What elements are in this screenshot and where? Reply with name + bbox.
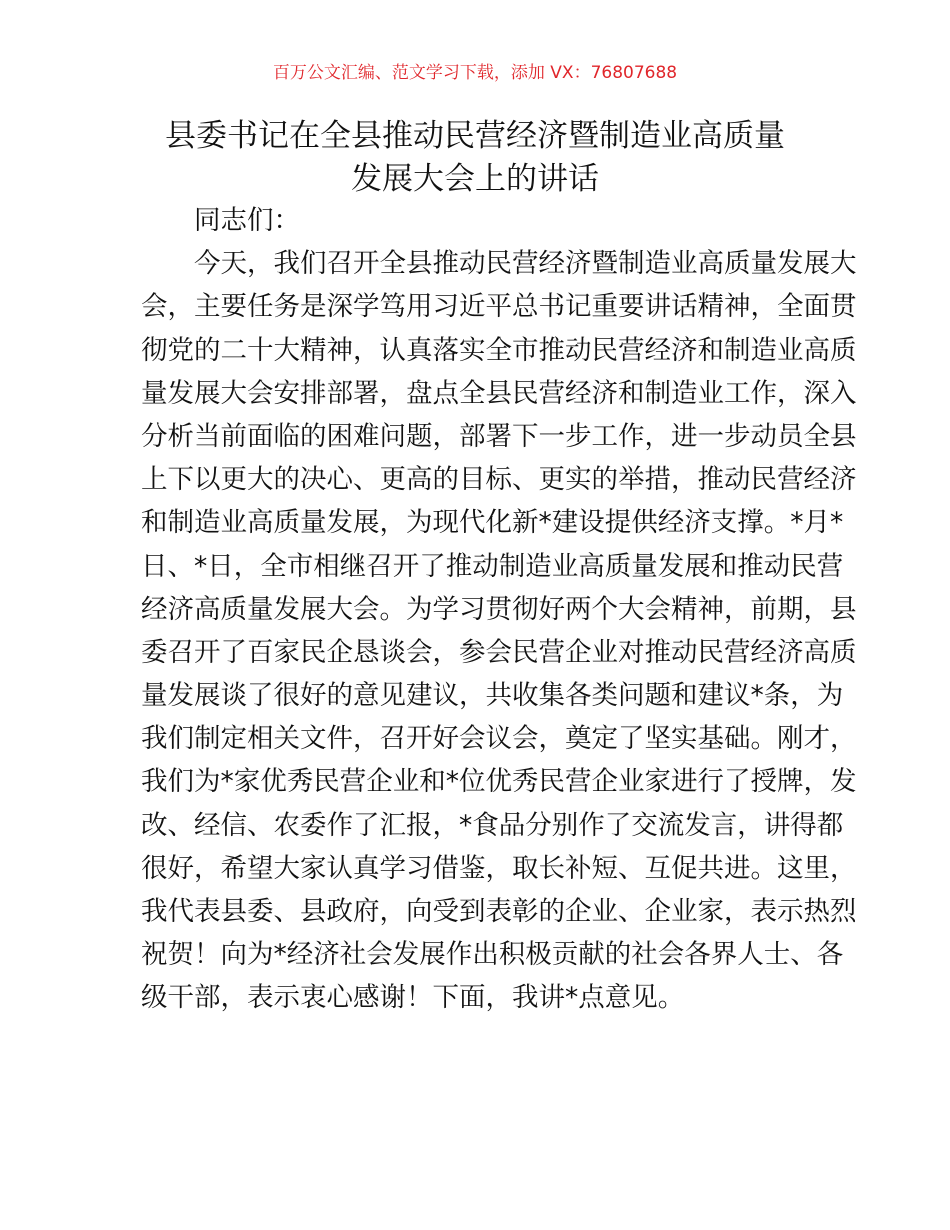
paragraph-line: 分析当前面临的困难问题，部署下一步工作，进一步动员全县	[141, 420, 857, 452]
paragraph-line: 祝贺！向为*经济社会发展作出积极贡献的社会各界人士、各	[141, 939, 844, 971]
paragraph-line: 委召开了百家民企恳谈会，参会民营企业对推动民营经济高质	[141, 636, 857, 668]
paragraph-line: 日、*日，全市相继召开了推动制造业高质量发展和推动民营	[141, 550, 844, 582]
paragraph-line: 改、经信、农委作了汇报，*食品分别作了交流发言，讲得都	[141, 809, 844, 841]
paragraph-line: 彻党的二十大精神，认真落实全市推动民营经济和制造业高质	[141, 334, 857, 366]
paragraph-line: 级干部，表示衷心感谢！下面，我讲*点意见。	[141, 982, 685, 1014]
paragraph-line: 量发展谈了很好的意见建议，共收集各类问题和建议*条，为	[141, 680, 844, 712]
paragraph-line: 我代表县委、县政府，向受到表彰的企业、企业家，表示热烈	[141, 896, 857, 927]
salutation: 同志们：	[194, 205, 300, 236]
document-body	[141, 199, 857, 1020]
paragraph-line: 量发展大会安排部署，盘点全县民营经济和制造业工作，深入	[141, 377, 857, 409]
paragraph-line: 今天，我们召开全县推动民营经济暨制造业高质量发展大	[194, 248, 857, 280]
document-title-line-2: 发展大会上的讲话	[351, 161, 599, 197]
paragraph-line: 很好，希望大家认真学习借鉴，取长补短、互促共进。这里，	[141, 852, 857, 884]
paragraph-line: 上下以更大的决心、更高的目标、更实的举措，推动民营经济	[141, 464, 857, 496]
document-title-line-1: 县委书记在全县推动民营经济暨制造业高质量	[165, 118, 785, 154]
paragraph-line: 会，主要任务是深学笃用习近平总书记重要讲话精神，全面贯	[141, 291, 857, 323]
paragraph-line: 我们为*家优秀民营企业和*位优秀民营企业家进行了授牌，发	[141, 766, 857, 798]
paragraph-line: 经济高质量发展大会。为学习贯彻好两个大会精神，前期，县	[141, 593, 857, 625]
paragraph-line: 和制造业高质量发展，为现代化新*建设提供经济支撑。*月*	[141, 507, 844, 539]
paragraph-line: 我们制定相关文件，召开好会议会，奠定了坚实基础。刚才，	[141, 723, 857, 755]
watermark-header: 百万公文汇编、范文学习下载，添加 VX：76807688	[272, 63, 678, 83]
